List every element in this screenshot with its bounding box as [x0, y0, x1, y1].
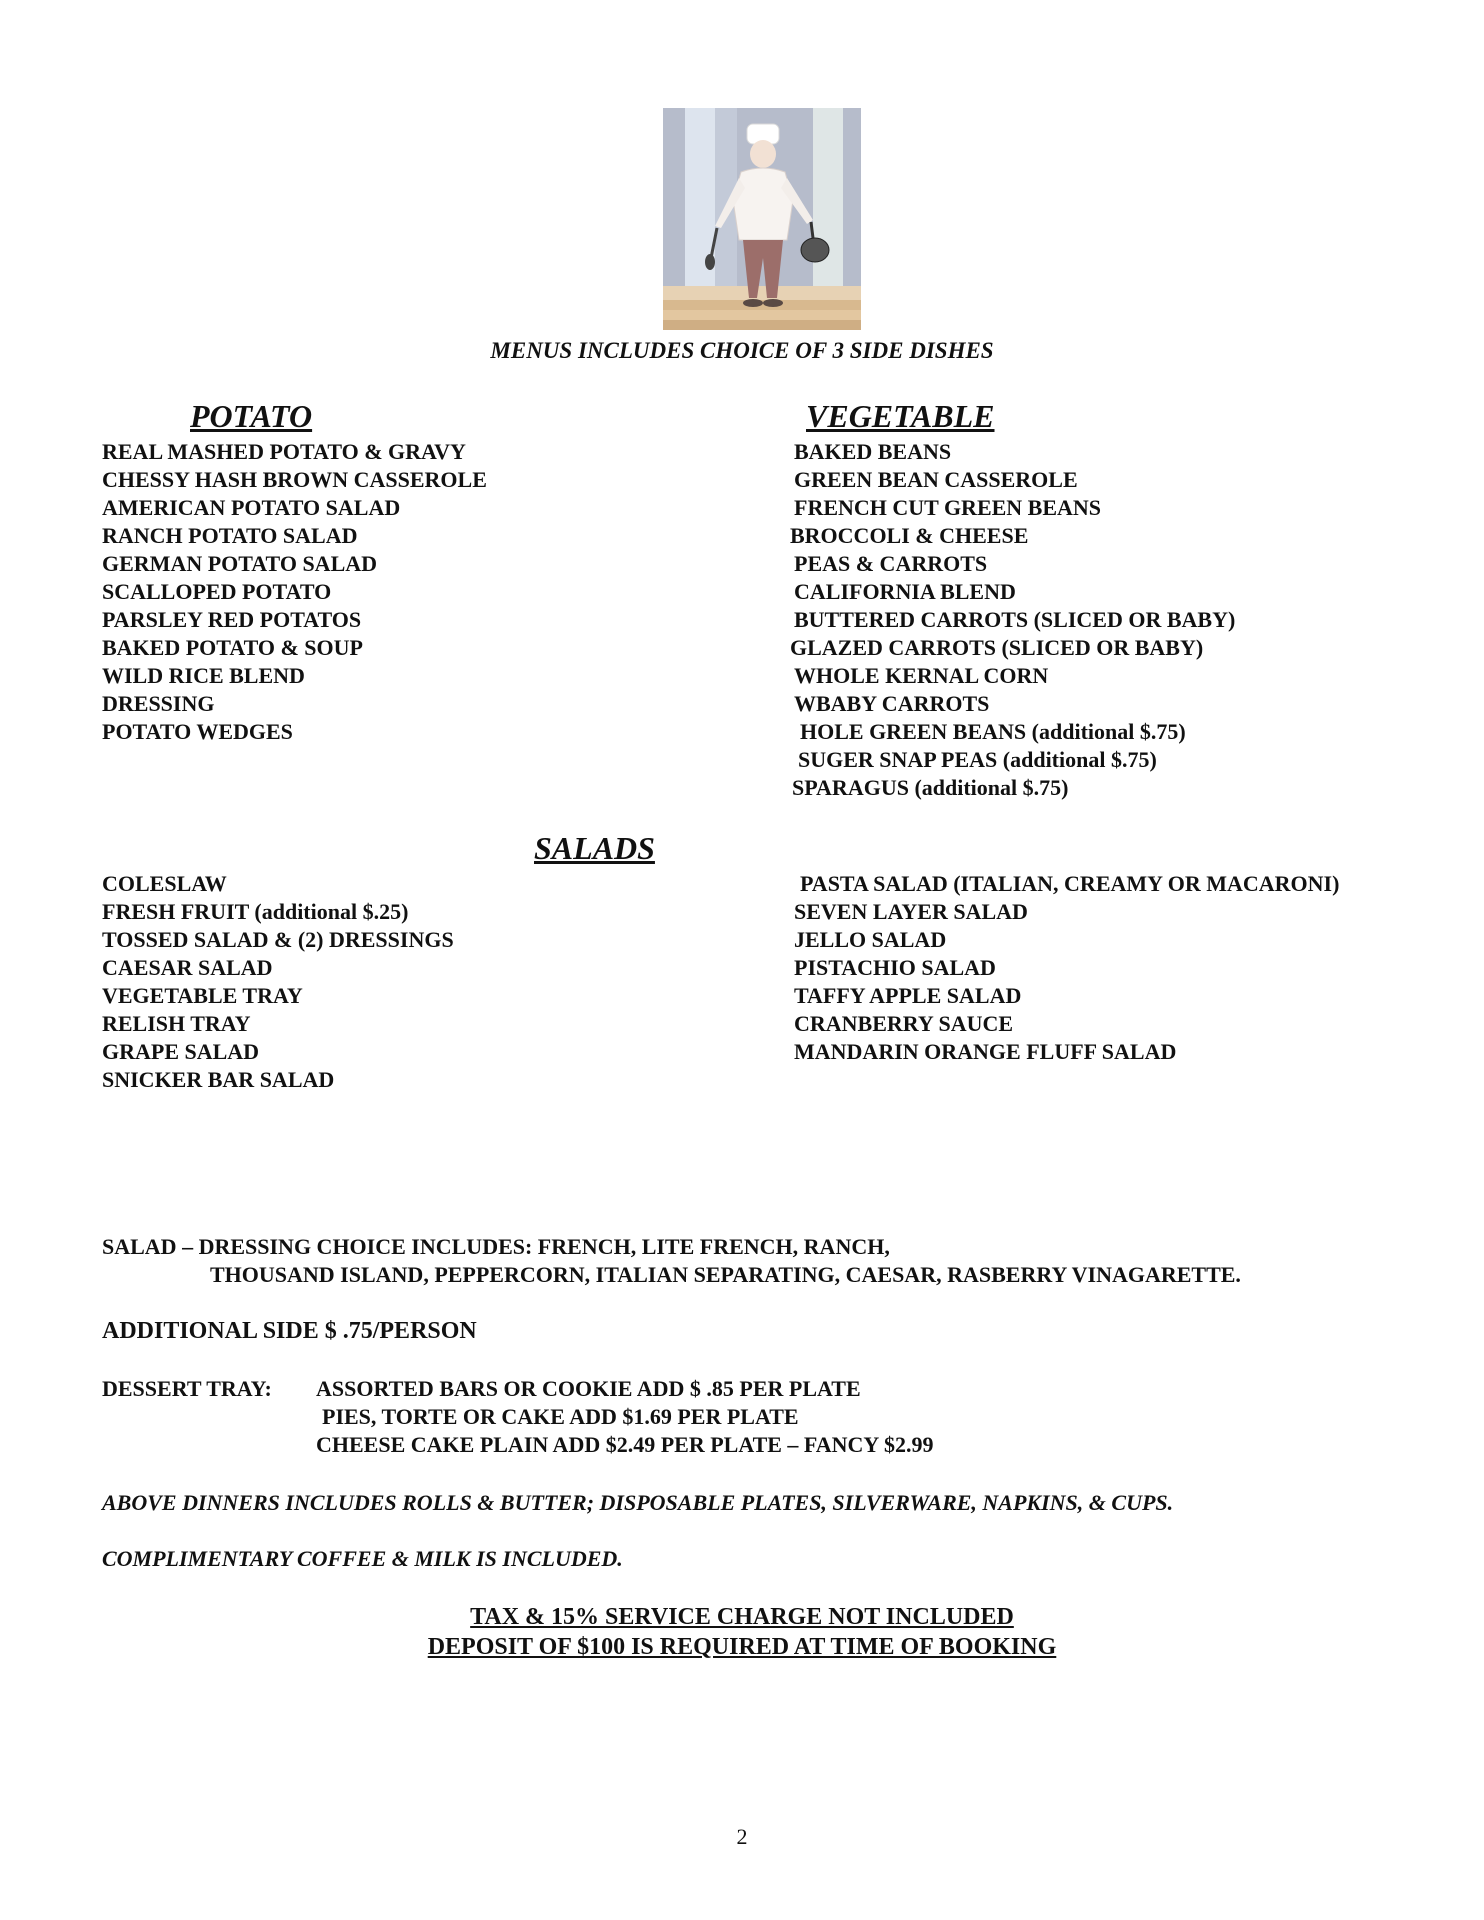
list-item: BAKED BEANS [794, 439, 952, 464]
potato-list [102, 438, 487, 746]
list-item: PEAS & CARROTS [794, 551, 988, 576]
list-item: SEVEN LAYER SALAD [794, 899, 1028, 924]
dessert-tray-line: CHEESE CAKE PLAIN ADD $2.49 PER PLATE – FANCY $2.99 [316, 1432, 934, 1457]
list-item: PISTACHIO SALAD [794, 955, 996, 980]
dessert-tray-line: PIES, TORTE OR CAKE ADD $1.69 PER PLATE [322, 1404, 799, 1429]
potato-heading: POTATO [190, 398, 313, 434]
chef-illustration [663, 108, 861, 330]
list-item: AMERICAN POTATO SALAD [102, 495, 401, 520]
list-item: DRESSING [102, 691, 215, 716]
list-item: JELLO SALAD [794, 927, 947, 952]
list-item: CALIFORNIA BLEND [794, 579, 1016, 604]
list-item: TOSSED SALAD & (2) DRESSINGS [102, 927, 454, 952]
salads-right-list [794, 870, 1339, 1066]
list-item: WILD RICE BLEND [102, 663, 305, 688]
list-item: WHOLE KERNAL CORN [794, 663, 1049, 688]
vegetable-heading: VEGETABLE [806, 398, 995, 434]
list-item: CHESSY HASH BROWN CASSEROLE [102, 467, 487, 492]
list-item: GRAPE SALAD [102, 1039, 260, 1064]
dessert-tray-line: ASSORTED BARS OR COOKIE ADD $ .85 PER PLATE [316, 1376, 861, 1401]
complimentary-coffee-note: COMPLIMENTARY COFFEE & MILK IS INCLUDED. [102, 1546, 623, 1571]
list-item: REAL MASHED POTATO & GRAVY [102, 439, 466, 464]
dressing-choices-line-1: SALAD – DRESSING CHOICE INCLUDES: FRENCH, LITE FRENCH, RANCH, [102, 1234, 890, 1259]
list-item: SCALLOPED POTATO [102, 579, 332, 604]
list-item: CAESAR SALAD [102, 955, 273, 980]
list-item: SNICKER BAR SALAD [102, 1067, 335, 1092]
list-item: BAKED POTATO & SOUP [102, 635, 363, 660]
dessert-tray-label: DESSERT TRAY: [102, 1376, 272, 1401]
list-item: GERMAN POTATO SALAD [102, 551, 378, 576]
list-item: CRANBERRY SAUCE [794, 1011, 1014, 1036]
tax-service-charge-note: TAX & 15% SERVICE CHARGE NOT INCLUDED [470, 1604, 1014, 1630]
additional-side-price: ADDITIONAL SIDE $ .75/PERSON [102, 1318, 477, 1344]
page-number: 2 [736, 1824, 748, 1849]
salads-heading: SALADS [534, 830, 655, 866]
list-item: VEGETABLE TRAY [102, 983, 303, 1008]
list-item: PASTA SALAD (ITALIAN, CREAMY OR MACARONI) [800, 871, 1340, 896]
list-item: PARSLEY RED POTATOS [102, 607, 362, 632]
dinner-includes-note: ABOVE DINNERS INCLUDES ROLLS & BUTTER; DISPOSABLE PLATES, SILVERWARE, NAPKINS, & CUPS. [102, 1490, 1174, 1515]
deposit-note: DEPOSIT OF $100 IS REQUIRED AT TIME OF BOOKING [427, 1634, 1057, 1660]
list-item: FRENCH CUT GREEN BEANS [794, 495, 1102, 520]
list-item: RELISH TRAY [102, 1011, 251, 1036]
list-item: WBABY CARROTS [794, 691, 990, 716]
list-item: SPARAGUS (additional $.75) [792, 775, 1069, 800]
list-item: COLESLAW [102, 871, 227, 896]
list-item: MANDARIN ORANGE FLUFF SALAD [794, 1039, 1177, 1064]
salads-left-list [102, 870, 454, 1094]
vegetable-list [790, 438, 1236, 802]
list-item: POTATO WEDGES [102, 719, 293, 744]
list-item: GLAZED CARROTS (SLICED OR BABY) [790, 635, 1204, 660]
list-item: FRESH FRUIT (additional $.25) [102, 899, 409, 924]
list-item: RANCH POTATO SALAD [102, 523, 358, 548]
menu-tagline: MENUS INCLUDES CHOICE OF 3 SIDE DISHES [490, 338, 994, 363]
dressing-choices-line-2: THOUSAND ISLAND, PEPPERCORN, ITALIAN SEPARATING, CAESAR, RASBERRY VINAGARETTE. [210, 1262, 1241, 1287]
list-item: BROCCOLI & CHEESE [790, 523, 1029, 548]
list-item: BUTTERED CARROTS (SLICED OR BABY) [794, 607, 1236, 632]
list-item: GREEN BEAN CASSEROLE [794, 467, 1078, 492]
list-item: SUGER SNAP PEAS (additional $.75) [798, 747, 1157, 772]
list-item: HOLE GREEN BEANS (additional $.75) [800, 719, 1186, 744]
list-item: TAFFY APPLE SALAD [794, 983, 1022, 1008]
